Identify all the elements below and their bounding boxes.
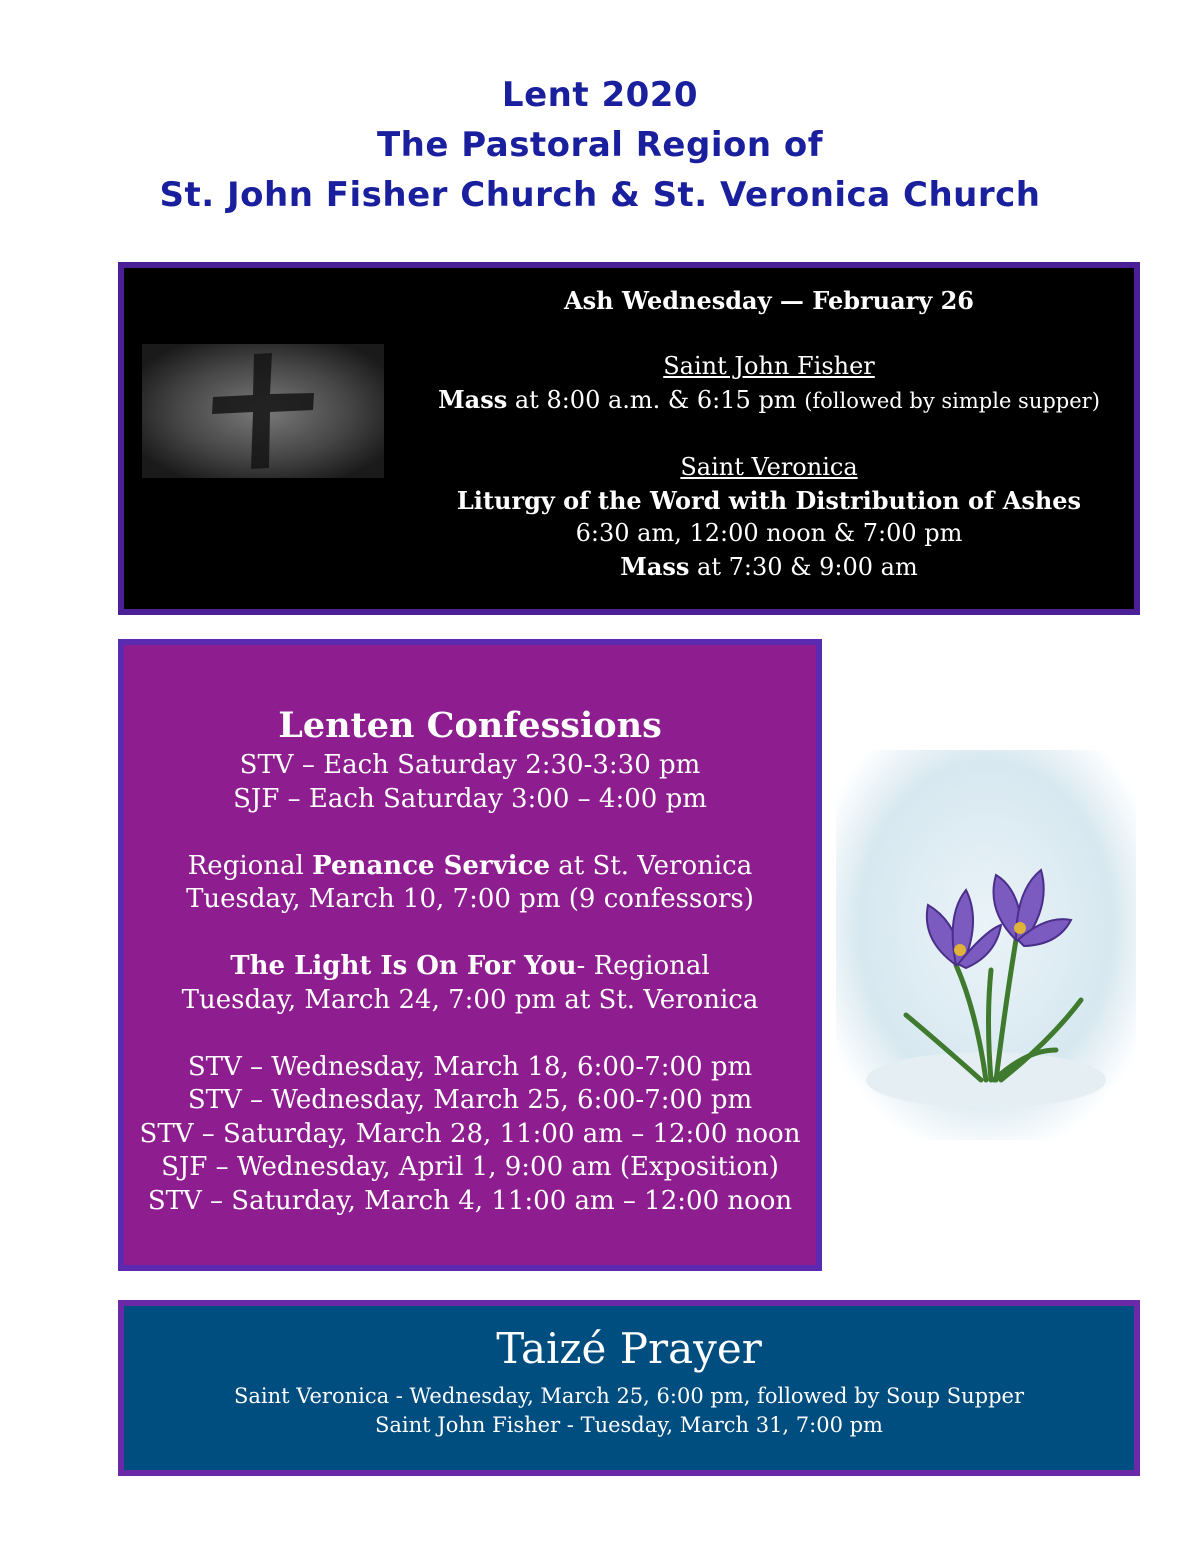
title-line-2: The Pastoral Region of [376, 125, 824, 165]
penance-line [124, 850, 816, 884]
light-title: The Light Is On For You [230, 951, 577, 981]
sjf-mass-times: at 8:00 a.m. & 6:15 pm [507, 386, 805, 414]
sjf-mass-line [408, 383, 1130, 418]
stv-name: Saint Veronica [680, 453, 858, 481]
extra-line: STV – Wednesday, March 25, 6:00-7:00 pm [187, 1085, 753, 1115]
taize-schedule [124, 1382, 1134, 1440]
stv-times: 6:30 am, 12:00 noon & 7:00 pm [575, 519, 963, 547]
ash-heading: Ash Wednesday — February 26 [564, 286, 974, 315]
stv-mass-label: Mass [620, 552, 690, 581]
penance-service: Penance Service [312, 850, 550, 881]
extra-line: STV – Saturday, March 4, 11:00 am – 12:00 noon [147, 1185, 793, 1216]
crocus-illustration [836, 750, 1136, 1140]
taize-box [118, 1300, 1140, 1476]
weekly-line: SJF – Each Saturday 3:00 – 4:00 pm [233, 783, 707, 814]
penance-pre: Regional [187, 850, 313, 881]
penance-post: at St. Veronica [550, 850, 753, 881]
title-line-3: St. John Fisher Church & St. Veronica Church [159, 175, 1041, 215]
confessions-box [118, 639, 822, 1271]
light-date: Tuesday, March 24, 7:00 pm at St. Veronica [181, 984, 759, 1015]
sjf-mass-note: (followed by simple supper) [804, 389, 1100, 413]
light-post: - Regional [576, 951, 710, 981]
stv-mass-times: at 7:30 & 9:00 am [689, 553, 918, 581]
confessions-title: Lenten Confessions [278, 705, 662, 746]
sjf-mass-label: Mass [438, 385, 508, 414]
extra-line: SJF – Wednesday, April 1, 9:00 am (Exposition) [161, 1152, 779, 1182]
confessions-schedule [124, 703, 816, 1218]
taize-line: Saint Veronica - Wednesday, March 25, 6:00 pm, followed by Soup Supper [233, 1384, 1024, 1408]
sjf-name: Saint John Fisher [663, 352, 875, 380]
stv-liturgy: Liturgy of the Word with Distribution of Ashes [456, 486, 1082, 515]
taize-title: Taizé Prayer [496, 1324, 762, 1373]
extra-line: STV – Wednesday, March 18, 6:00-7:00 pm [187, 1051, 753, 1082]
weekly-line: STV – Each Saturday 2:30-3:30 pm [239, 750, 701, 780]
ash-cross-image [142, 344, 384, 478]
title-line-1: Lent 2020 [501, 75, 699, 115]
extra-line: STV – Saturday, March 28, 11:00 am – 12:00 noon [139, 1118, 801, 1149]
page-title [0, 70, 1200, 220]
taize-line: Saint John Fisher - Tuesday, March 31, 7:00 pm [375, 1413, 883, 1437]
stv-mass-line [408, 550, 1130, 584]
ash-wednesday-box [118, 262, 1140, 615]
ash-schedule [408, 284, 1130, 584]
penance-date: Tuesday, March 10, 7:00 pm (9 confessors) [186, 884, 754, 914]
light-line [124, 950, 816, 984]
